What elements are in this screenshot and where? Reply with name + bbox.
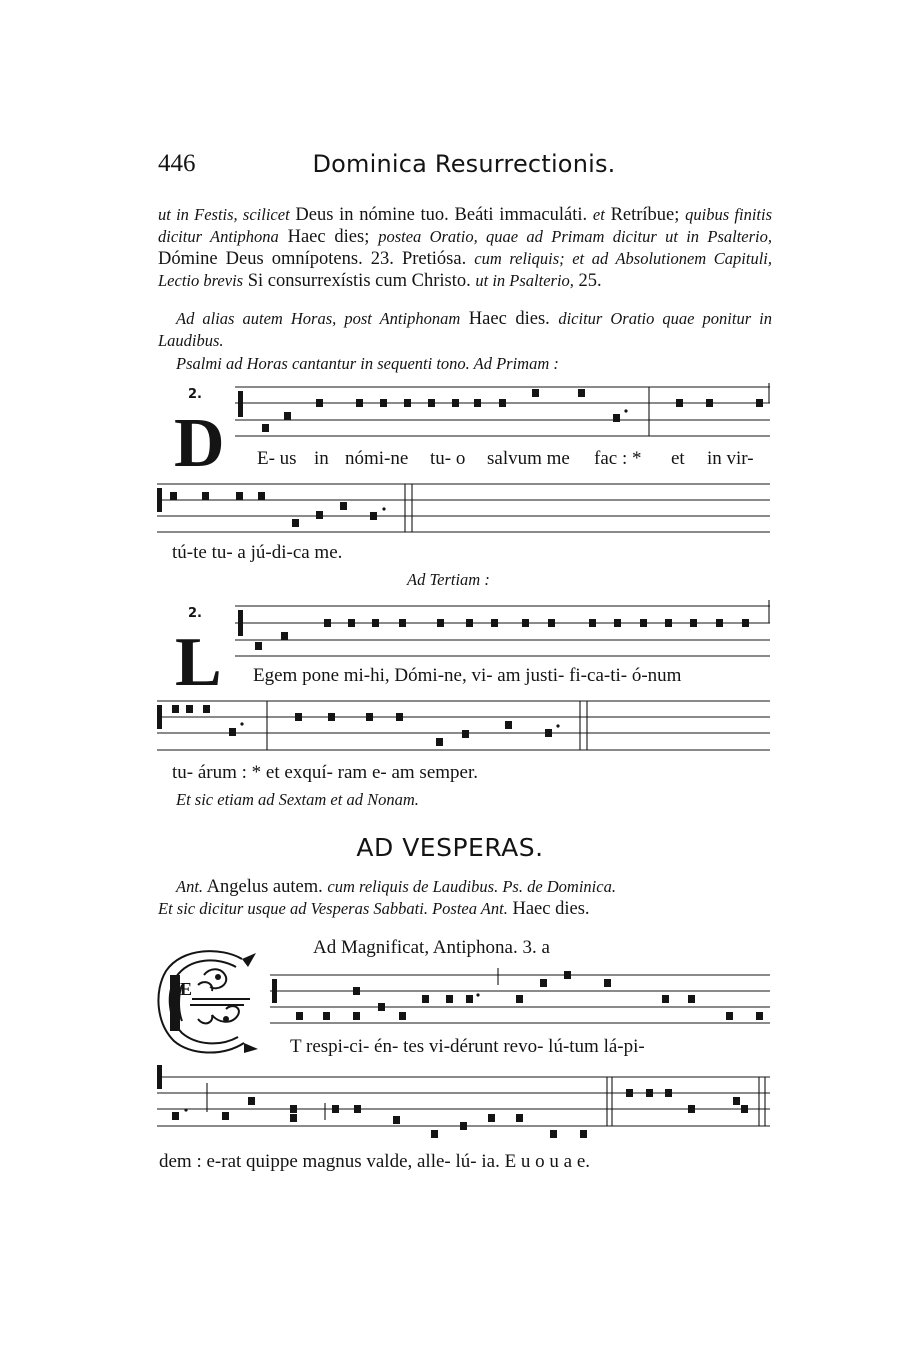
page-number: 446 <box>158 150 196 177</box>
rubric-text: postea Oratio, quae ad Primam dicitur ut in Psalterio, <box>378 227 772 246</box>
lyric-syllable: fac : * <box>594 448 642 469</box>
liturgical-text: Haec dies. <box>460 309 559 329</box>
lyric-syllable: et <box>671 448 685 469</box>
rubric-text: cum reliquis; et ad Absolutionem Capituli, Lectio brevis <box>158 249 772 290</box>
staff-5 <box>270 968 770 1023</box>
neumes-staff-3 <box>255 619 749 650</box>
staff-1 <box>235 383 770 436</box>
drop-cap-initial: L <box>175 624 222 701</box>
svg-text:E: E <box>180 979 193 999</box>
liturgical-text: Dómine Deus omnípotens. 23. Pretiósa. <box>158 249 475 269</box>
c-clef-icon <box>272 979 277 1003</box>
c-clef-icon <box>238 610 243 636</box>
running-title: Dominica Resurrectionis. <box>312 150 616 178</box>
neumes-staff-2 <box>170 492 386 527</box>
lyric-syllable: nómi-ne <box>345 448 409 469</box>
staff-4 <box>157 701 770 750</box>
lyric-syllable: salvum me <box>487 448 570 469</box>
c-clef-icon <box>157 705 162 729</box>
ornamental-initial-e <box>152 945 266 1057</box>
liturgical-text: Angelus autem. <box>203 877 328 897</box>
rubric-text: ut in Psalterio, <box>475 271 574 290</box>
liturgical-text: Deus in nómine tuo. Beáti immaculáti. <box>289 205 593 225</box>
c-clef-icon <box>238 391 243 417</box>
staff-2 <box>157 484 770 532</box>
magnificat-heading: Ad Magnificat, Antiphona. 3. a <box>313 937 550 958</box>
neumes-staff-1 <box>262 389 763 432</box>
lyric-line: dem : e-rat quippe magnus valde, alle- lú- ia. E u o u a e. <box>159 1151 591 1172</box>
lyric-line: Egem pone mi-hi, Dómi-ne, vi- am justi- fi-ca-ti- ó-num <box>253 665 682 686</box>
mode-number: 2. <box>188 606 202 621</box>
mode-number: 2. <box>188 387 202 402</box>
vespers-rubric <box>158 876 772 920</box>
rubric-paragraph-3 <box>158 353 772 375</box>
neumes-staff-5 <box>296 971 763 1020</box>
rubric-paragraph-1 <box>158 204 772 292</box>
liturgical-text: 25. <box>573 271 602 291</box>
rubric-text: quibus finitis dicitur Antiphona <box>158 205 772 246</box>
drop-cap-initial: D <box>174 405 225 482</box>
rubric-text: et <box>592 205 605 224</box>
lyric-line: tú-te tu- a jú-di-ca me. <box>172 542 343 563</box>
lyric-syllable: E- us <box>257 448 297 469</box>
rubric-text: Et sic dicitur usque ad Vesperas Sabbati. Postea Ant. <box>158 899 508 918</box>
liturgical-text: Haec dies. <box>507 899 590 919</box>
c-clef-icon <box>157 488 162 512</box>
staff-3 <box>235 600 770 656</box>
rubric-text: dicitur Oratio quae ponitur in Laudibus. <box>158 309 773 350</box>
rubric-text: Psalmi ad Horas cantantur in sequenti tono. Ad Primam : <box>176 354 559 373</box>
section-title: AD VESPERAS. <box>356 833 544 862</box>
neumes-staff-6 <box>172 1089 748 1138</box>
rubric-text: cum reliquis de Laudibus. Ps. de Dominica. <box>327 877 616 896</box>
neumes-staff-4 <box>172 705 560 746</box>
lyric-line: tu- árum : * et exquí- ram e- am semper. <box>172 762 479 783</box>
rubric-text: Ant. <box>176 877 204 896</box>
running-header <box>158 150 770 186</box>
rubric-paragraph-2 <box>158 308 772 352</box>
lyric-syllable: in vir- <box>707 448 754 469</box>
lyric-syllable: in <box>314 448 329 469</box>
hour-heading: Ad Tertiam : <box>407 570 490 589</box>
rubric-note: Et sic etiam ad Sextam et ad Nonam. <box>176 790 419 809</box>
lyric-line: T respi-ci- én- tes vi-dérunt revo- lú-tum lá-pi- <box>290 1036 645 1057</box>
rubric-text: ut in Festis, scilicet <box>158 205 290 224</box>
liturgical-text: Si consurrexístis cum Christo. <box>243 271 476 291</box>
liturgical-text: Haec dies; <box>278 227 379 247</box>
rubric-text: Ad alias autem Horas, post Antiphonam <box>176 309 461 328</box>
staff-6 <box>157 1077 770 1126</box>
liturgical-text: Retríbue; <box>604 205 686 225</box>
lyric-syllable: tu- o <box>430 448 466 469</box>
c-clef-icon <box>157 1065 162 1089</box>
